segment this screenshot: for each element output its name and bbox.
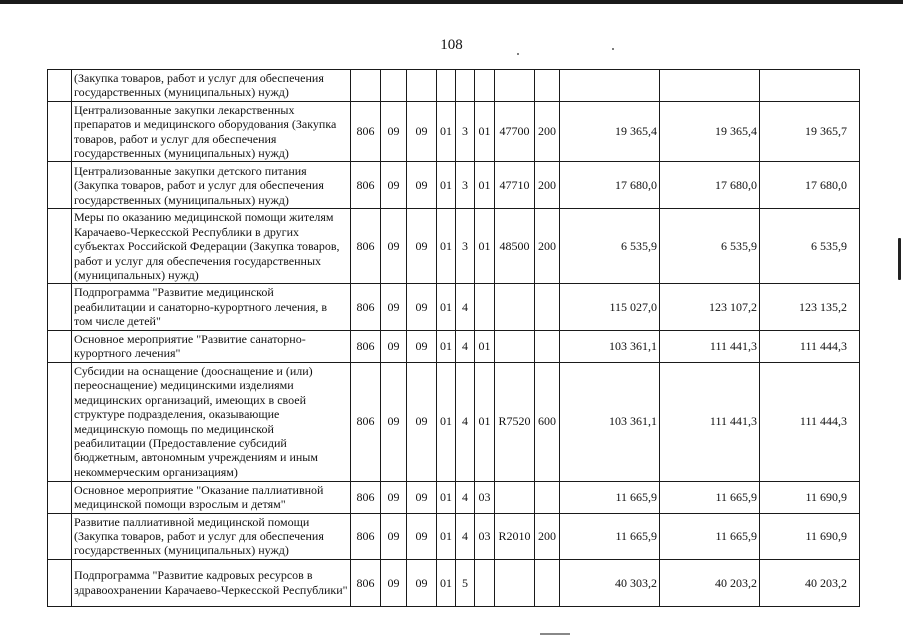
direction-code: 47710 [495,162,535,209]
admin-code: 806 [351,481,381,513]
amount-year-2: 17 680,0 [660,162,760,209]
subsection-code [407,70,437,102]
program-code: 01 [437,362,456,481]
row-description: Централизованные закупки лекарственных препаратов и медицинского оборудования (Закупка товаров, работ и услуг для обеспечения государственных (муниципальных) нужд) [72,101,351,162]
expense-type-code: 200 [535,513,560,559]
row-description: Развитие паллиативной медицинской помощи (Закупка товаров, работ и услуг для обеспечения государственных (муниципальных) нужд) [72,513,351,559]
expense-type-code: 600 [535,362,560,481]
scan-speck [517,53,519,55]
program-code: 01 [437,101,456,162]
activity-code: 03 [475,513,495,559]
amount-year-3: 40 203,2 [760,559,860,606]
amount-year-1 [560,70,660,102]
amount-year-1: 11 665,9 [560,481,660,513]
subsection-code: 09 [407,101,437,162]
empty-cell [48,513,72,559]
activity-code: 01 [475,101,495,162]
admin-code: 806 [351,362,381,481]
admin-code: 806 [351,513,381,559]
section-code: 09 [381,284,407,330]
subsection-code: 09 [407,481,437,513]
admin-code: 806 [351,284,381,330]
empty-cell [48,162,72,209]
section-code: 09 [381,362,407,481]
amount-year-2: 111 441,3 [660,330,760,362]
table-row [48,481,860,513]
direction-code: R7520 [495,362,535,481]
amount-year-2: 123 107,2 [660,284,760,330]
admin-code: 806 [351,101,381,162]
subprogram-code: 3 [456,209,475,284]
empty-cell [48,559,72,606]
amount-year-2 [660,70,760,102]
row-description: (Закупка товаров, работ и услуг для обеспечения государственных (муниципальных) нужд) [72,70,351,102]
expense-type-code [535,559,560,606]
activity-code: 01 [475,330,495,362]
subprogram-code: 4 [456,330,475,362]
row-description: Подпрограмма "Развитие кадровых ресурсов в здравоохранении Карачаево-Черкесской Республики" [72,559,351,606]
subprogram-code: 4 [456,513,475,559]
section-code: 09 [381,162,407,209]
admin-code [351,70,381,102]
subprogram-code: 3 [456,162,475,209]
table-row [48,559,860,606]
table-row [48,162,860,209]
empty-cell [48,70,72,102]
activity-code: 03 [475,481,495,513]
row-description: Меры по оказанию медицинской помощи жителям Карачаево-Черкесской Республики в других субъектах Российской Федерации (Закупка товаров, работ и услуг для обеспечения государственных (муниципальных) нужд) [72,209,351,284]
table-row [48,284,860,330]
subprogram-code: 3 [456,101,475,162]
section-code: 09 [381,330,407,362]
program-code: 01 [437,481,456,513]
amount-year-2: 40 203,2 [660,559,760,606]
activity-code [475,559,495,606]
empty-cell [48,481,72,513]
subsection-code: 09 [407,330,437,362]
amount-year-3: 111 444,3 [760,330,860,362]
table-row [48,101,860,162]
table-row [48,330,860,362]
direction-code: 48500 [495,209,535,284]
expense-type-code: 200 [535,162,560,209]
amount-year-3: 111 444,3 [760,362,860,481]
direction-code [495,559,535,606]
subprogram-code: 4 [456,284,475,330]
amount-year-1: 103 361,1 [560,362,660,481]
amount-year-2: 6 535,9 [660,209,760,284]
section-code: 09 [381,481,407,513]
subsection-code: 09 [407,513,437,559]
amount-year-2: 111 441,3 [660,362,760,481]
direction-code [495,481,535,513]
admin-code: 806 [351,559,381,606]
program-code: 01 [437,330,456,362]
amount-year-1: 115 027,0 [560,284,660,330]
page-number: 108 [440,37,463,53]
amount-year-1: 6 535,9 [560,209,660,284]
scan-edge-mark [898,238,901,280]
amount-year-3: 11 690,9 [760,513,860,559]
row-description: Субсидии на оснащение (дооснащение и (или) переоснащение) медицинскими изделиями медицинских организаций, имеющих в своей структуре подразделения, оказывающие медицинскую помощь по медицинской реабилитации (Предоставление субсидий бюджетным, автономным учреждениям и иным некоммерческим организациям) [72,362,351,481]
amount-year-3: 17 680,0 [760,162,860,209]
expense-type-code [535,481,560,513]
subprogram-code: 5 [456,559,475,606]
expense-type-code [535,70,560,102]
section-code: 09 [381,101,407,162]
subsection-code: 09 [407,362,437,481]
amount-year-3 [760,70,860,102]
empty-cell [48,330,72,362]
admin-code: 806 [351,330,381,362]
section-code: 09 [381,209,407,284]
activity-code: 01 [475,362,495,481]
row-description: Подпрограмма "Развитие медицинской реабилитации и санаторно-курортного лечения, в том числе детей" [72,284,351,330]
row-description: Централизованные закупки детского питания (Закупка товаров, работ и услуг для обеспечения государственных (муниципальных) нужд) [72,162,351,209]
amount-year-1: 19 365,4 [560,101,660,162]
section-code: 09 [381,559,407,606]
direction-code [495,284,535,330]
program-code: 01 [437,284,456,330]
row-description: Основное мероприятие "Оказание паллиативной медицинской помощи взрослым и детям" [72,481,351,513]
program-code: 01 [437,513,456,559]
direction-code: R2010 [495,513,535,559]
amount-year-1: 11 665,9 [560,513,660,559]
admin-code: 806 [351,209,381,284]
subprogram-code [456,70,475,102]
program-code: 01 [437,559,456,606]
activity-code [475,284,495,330]
subsection-code: 09 [407,559,437,606]
expense-type-code: 200 [535,101,560,162]
amount-year-3: 6 535,9 [760,209,860,284]
empty-cell [48,362,72,481]
amount-year-2: 19 365,4 [660,101,760,162]
subsection-code: 09 [407,284,437,330]
table-row [48,209,860,284]
empty-cell [48,209,72,284]
program-code: 01 [437,162,456,209]
subprogram-code: 4 [456,362,475,481]
amount-year-1: 17 680,0 [560,162,660,209]
subsection-code: 09 [407,209,437,284]
section-code: 09 [381,513,407,559]
activity-code: 01 [475,162,495,209]
direction-code [495,70,535,102]
scan-bottom-mark [540,633,570,635]
direction-code [495,330,535,362]
top-border-line [0,0,903,4]
expense-type-code [535,330,560,362]
admin-code: 806 [351,162,381,209]
table-row [48,513,860,559]
expense-type-code [535,284,560,330]
empty-cell [48,284,72,330]
expense-type-code: 200 [535,209,560,284]
row-description: Основное мероприятие "Развитие санаторно-курортного лечения" [72,330,351,362]
activity-code [475,70,495,102]
budget-table [47,69,860,607]
program-code: 01 [437,209,456,284]
program-code [437,70,456,102]
amount-year-2: 11 665,9 [660,513,760,559]
amount-year-1: 40 303,2 [560,559,660,606]
table-row [48,70,860,102]
amount-year-2: 11 665,9 [660,481,760,513]
subsection-code: 09 [407,162,437,209]
empty-cell [48,101,72,162]
scan-speck [612,48,614,50]
direction-code: 47700 [495,101,535,162]
activity-code: 01 [475,209,495,284]
amount-year-3: 11 690,9 [760,481,860,513]
table-row [48,362,860,481]
amount-year-3: 123 135,2 [760,284,860,330]
subprogram-code: 4 [456,481,475,513]
section-code [381,70,407,102]
amount-year-1: 103 361,1 [560,330,660,362]
amount-year-3: 19 365,7 [760,101,860,162]
